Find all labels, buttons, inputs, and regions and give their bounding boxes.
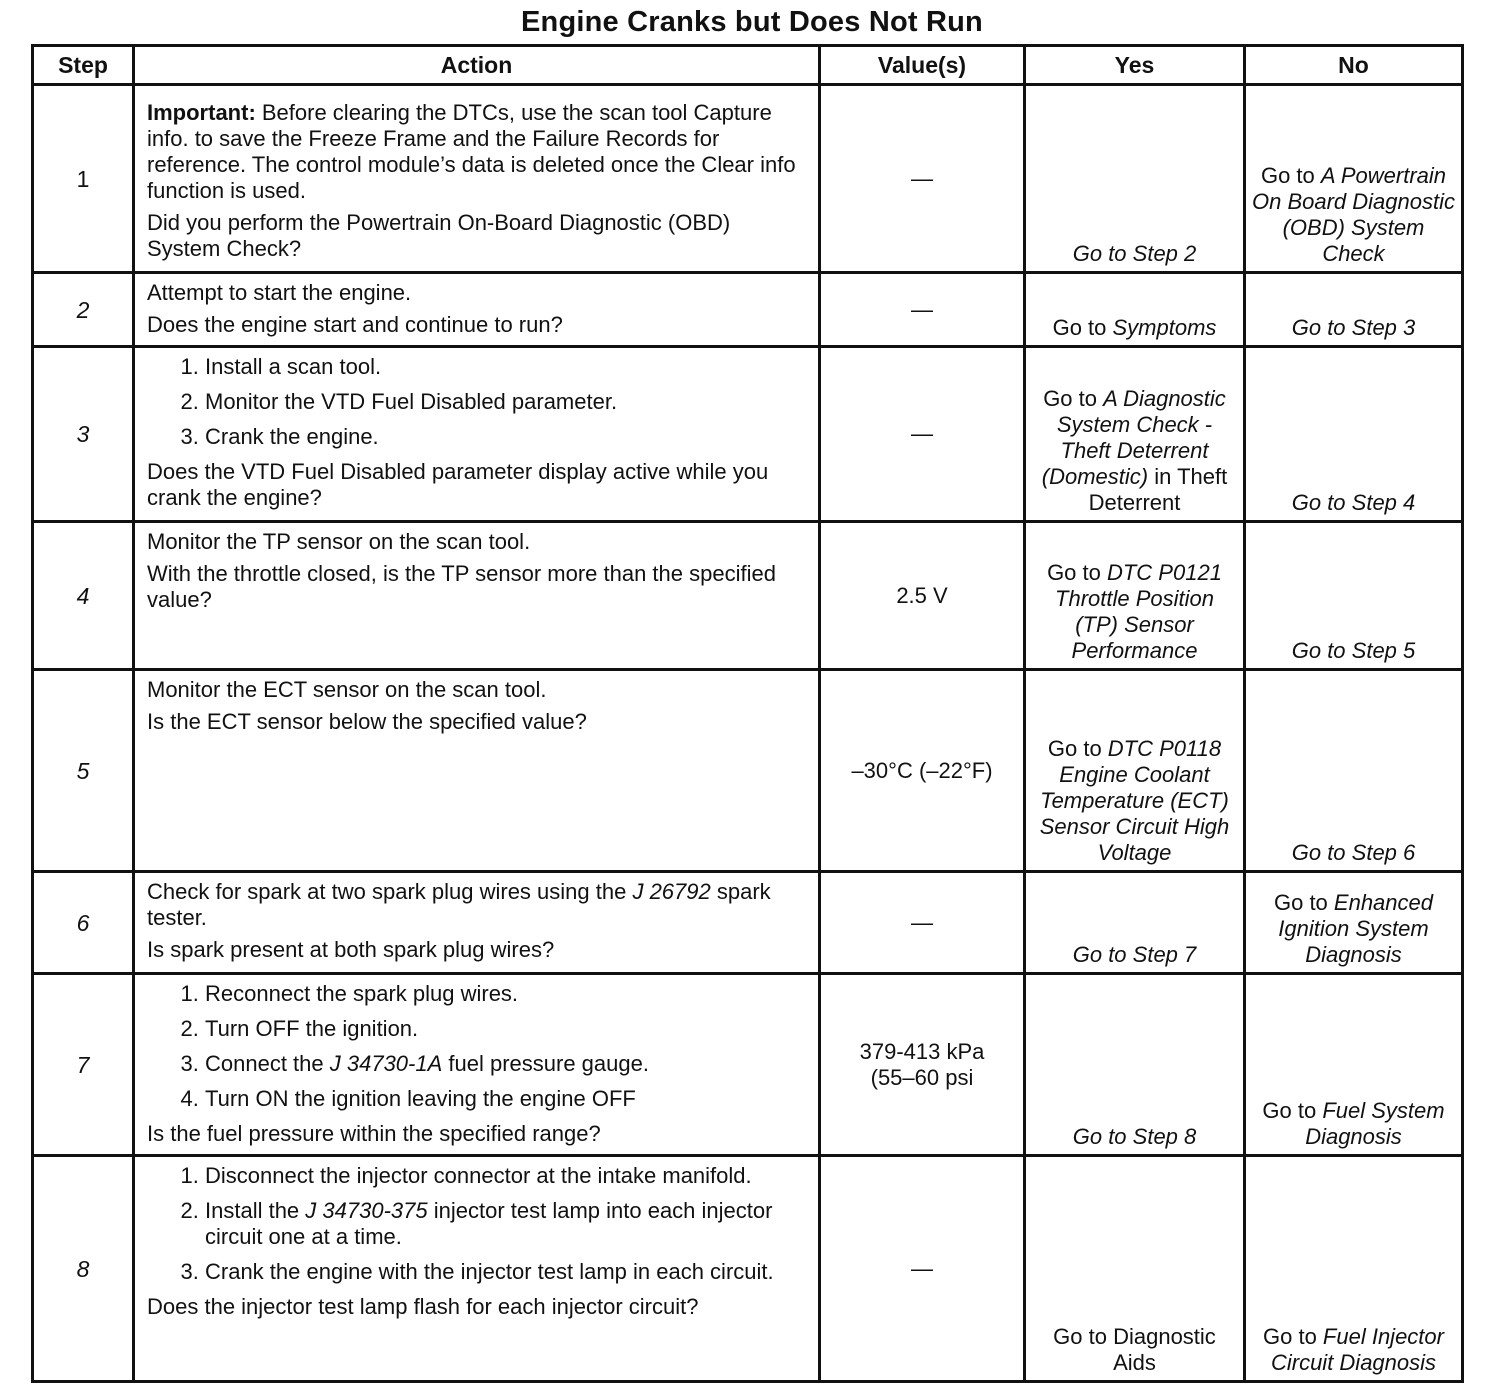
table-row-step-3 bbox=[33, 347, 1463, 522]
table-row-step-2 bbox=[33, 273, 1463, 347]
procedure-step: 2. Monitor the VTD Fuel Disabled parameter. bbox=[205, 389, 808, 415]
action-text-part: spark tester. bbox=[147, 879, 771, 930]
action-cell bbox=[134, 522, 820, 670]
step-number: 2 bbox=[33, 273, 134, 347]
procedure-list bbox=[147, 354, 808, 450]
go-to-text: Go to bbox=[1047, 736, 1108, 761]
no-link[interactable]: A Powertrain On Board Diagnostic (OBD) System Check bbox=[1252, 163, 1455, 266]
no-cell bbox=[1245, 85, 1463, 273]
procedure-step bbox=[205, 1051, 808, 1077]
yes-cell[interactable]: Go to Diagnostic Aids bbox=[1025, 1156, 1245, 1382]
value-cell: — bbox=[820, 347, 1025, 522]
action-cell bbox=[134, 85, 820, 273]
page-title: Engine Cranks but Does Not Run bbox=[521, 6, 983, 38]
tool-number: J 34730-375 bbox=[305, 1198, 428, 1223]
tool-number: J 26792 bbox=[632, 879, 711, 904]
action-question: Does the engine start and continue to run? bbox=[147, 312, 563, 337]
table-row-step-4 bbox=[33, 522, 1463, 670]
header-action: Action bbox=[134, 46, 820, 85]
go-to-text: Go to bbox=[1043, 386, 1104, 411]
procedure-step: 4. Turn ON the ignition leaving the engine OFF bbox=[205, 1086, 808, 1112]
important-text: Before clearing the DTCs, use the scan tool Capture info. to save the Freeze Frame and the Failure Records for reference. The control module’s data is deleted once the Clear info function is used. bbox=[147, 100, 796, 203]
procedure-step: 3. Crank the engine with the injector test lamp in each circuit. bbox=[205, 1259, 808, 1285]
value-cell bbox=[820, 974, 1025, 1156]
yes-cell bbox=[1025, 670, 1245, 872]
tool-number: J 34730-1A bbox=[329, 1051, 443, 1076]
action-cell bbox=[134, 974, 820, 1156]
no-link[interactable]: Fuel Injector Circuit Diagnosis bbox=[1270, 1324, 1444, 1375]
action-question: Does the injector test lamp flash for each injector circuit? bbox=[147, 1294, 699, 1319]
yes-cell bbox=[1025, 347, 1245, 522]
yes-suffix: in Theft Deterrent bbox=[1088, 464, 1228, 515]
value-cell: — bbox=[820, 872, 1025, 974]
procedure-step: 1. Reconnect the spark plug wires. bbox=[205, 981, 808, 1007]
yes-cell bbox=[1025, 522, 1245, 670]
header-yes: Yes bbox=[1025, 46, 1245, 85]
yes-cell: Go to Step 8 bbox=[1025, 974, 1245, 1156]
yes-link[interactable]: Symptoms bbox=[1112, 315, 1217, 340]
no-cell bbox=[1245, 872, 1463, 974]
action-text: Monitor the ECT sensor on the scan tool. bbox=[147, 677, 547, 702]
yes-cell: Go to Step 7 bbox=[1025, 872, 1245, 974]
step-number: 4 bbox=[33, 522, 134, 670]
value-line: 379-413 kPa bbox=[859, 1038, 985, 1064]
yes-cell bbox=[1025, 273, 1245, 347]
table-row-step-5 bbox=[33, 670, 1463, 872]
go-to-text: Go to bbox=[1262, 1098, 1323, 1123]
step-number: 8 bbox=[33, 1156, 134, 1382]
procedure-step bbox=[205, 1198, 808, 1250]
no-link[interactable]: Enhanced Ignition System Diagnosis bbox=[1278, 890, 1433, 967]
action-text: Attempt to start the engine. bbox=[147, 280, 412, 305]
value-line: (55–60 psi bbox=[870, 1064, 974, 1090]
step-number: 1 bbox=[33, 85, 134, 273]
action-cell bbox=[134, 670, 820, 872]
value-cell: 2.5 V bbox=[820, 522, 1025, 670]
yes-link[interactable]: DTC P0121 Throttle Position (TP) Sensor Performance bbox=[1055, 560, 1222, 663]
procedure-text-part: Install the bbox=[205, 1198, 306, 1223]
procedure-list bbox=[147, 1163, 808, 1285]
no-cell: Go to Step 3 bbox=[1245, 273, 1463, 347]
action-cell bbox=[134, 273, 820, 347]
table-row-step-6 bbox=[33, 872, 1463, 974]
yes-link[interactable]: A Diagnostic System Check - Theft Deterrent (Domestic) bbox=[1041, 386, 1226, 489]
step-number: 6 bbox=[33, 872, 134, 974]
go-to-text: Go to bbox=[1260, 163, 1321, 188]
step-number: 5 bbox=[33, 670, 134, 872]
value-cell: –30°C (–22°F) bbox=[820, 670, 1025, 872]
important-label: Important: bbox=[147, 100, 256, 125]
action-text-part: Check for spark at two spark plug wires using the bbox=[147, 879, 633, 904]
value-cell: — bbox=[820, 85, 1025, 273]
no-link[interactable]: Fuel System Diagnosis bbox=[1305, 1098, 1445, 1149]
action-cell bbox=[134, 872, 820, 974]
action-question: Is the ECT sensor below the specified value? bbox=[147, 709, 587, 734]
header-values: Value(s) bbox=[820, 46, 1025, 85]
step-number: 3 bbox=[33, 347, 134, 522]
action-cell bbox=[134, 347, 820, 522]
table-row-step-1 bbox=[33, 85, 1463, 273]
action-text bbox=[147, 879, 808, 931]
diagnostic-table bbox=[31, 44, 1464, 1383]
go-to-text: Go to bbox=[1047, 560, 1107, 585]
go-to-text: Go to bbox=[1273, 890, 1334, 915]
table-row-step-7 bbox=[33, 974, 1463, 1156]
action-question: Does the VTD Fuel Disabled parameter display active while you crank the engine? bbox=[147, 459, 769, 510]
action-question: Is spark present at both spark plug wires? bbox=[147, 937, 555, 962]
action-question: Is the fuel pressure within the specified range? bbox=[147, 1121, 601, 1146]
no-cell: Go to Step 4 bbox=[1245, 347, 1463, 522]
action-cell bbox=[134, 1156, 820, 1382]
value-cell: — bbox=[820, 273, 1025, 347]
procedure-list bbox=[147, 981, 808, 1112]
no-cell bbox=[1245, 974, 1463, 1156]
action-question: With the throttle closed, is the TP sensor more than the specified value? bbox=[147, 561, 776, 612]
action-question: Did you perform the Powertrain On-Board Diagnostic (OBD) System Check? bbox=[147, 210, 731, 261]
procedure-text-part: fuel pressure gauge. bbox=[442, 1051, 649, 1076]
no-cell bbox=[1245, 1156, 1463, 1382]
procedure-step: 2. Turn OFF the ignition. bbox=[205, 1016, 808, 1042]
procedure-step: 1. Disconnect the injector connector at the intake manifold. bbox=[205, 1163, 808, 1189]
header-row bbox=[33, 46, 1463, 85]
procedure-step: 1. Install a scan tool. bbox=[205, 354, 808, 380]
action-text: Monitor the TP sensor on the scan tool. bbox=[147, 529, 531, 554]
yes-cell: Go to Step 2 bbox=[1025, 85, 1245, 273]
procedure-text-part: injector test lamp into each injector circuit one at a time. bbox=[205, 1198, 773, 1249]
go-to-text: Go to bbox=[1263, 1324, 1323, 1349]
procedure-text-part: Connect the bbox=[205, 1051, 330, 1076]
value-cell: — bbox=[820, 1156, 1025, 1382]
header-step: Step bbox=[33, 46, 134, 85]
important-note bbox=[147, 100, 808, 204]
header-no: No bbox=[1245, 46, 1463, 85]
step-number: 7 bbox=[33, 974, 134, 1156]
yes-link[interactable]: DTC P0118 Engine Coolant Temperature (ECT) Sensor Circuit High Voltage bbox=[1039, 736, 1230, 865]
table-row-step-8 bbox=[33, 1156, 1463, 1382]
procedure-step: 3. Crank the engine. bbox=[205, 424, 808, 450]
no-cell: Go to Step 6 bbox=[1245, 670, 1463, 872]
go-to-text: Go to bbox=[1052, 315, 1113, 340]
no-cell: Go to Step 5 bbox=[1245, 522, 1463, 670]
